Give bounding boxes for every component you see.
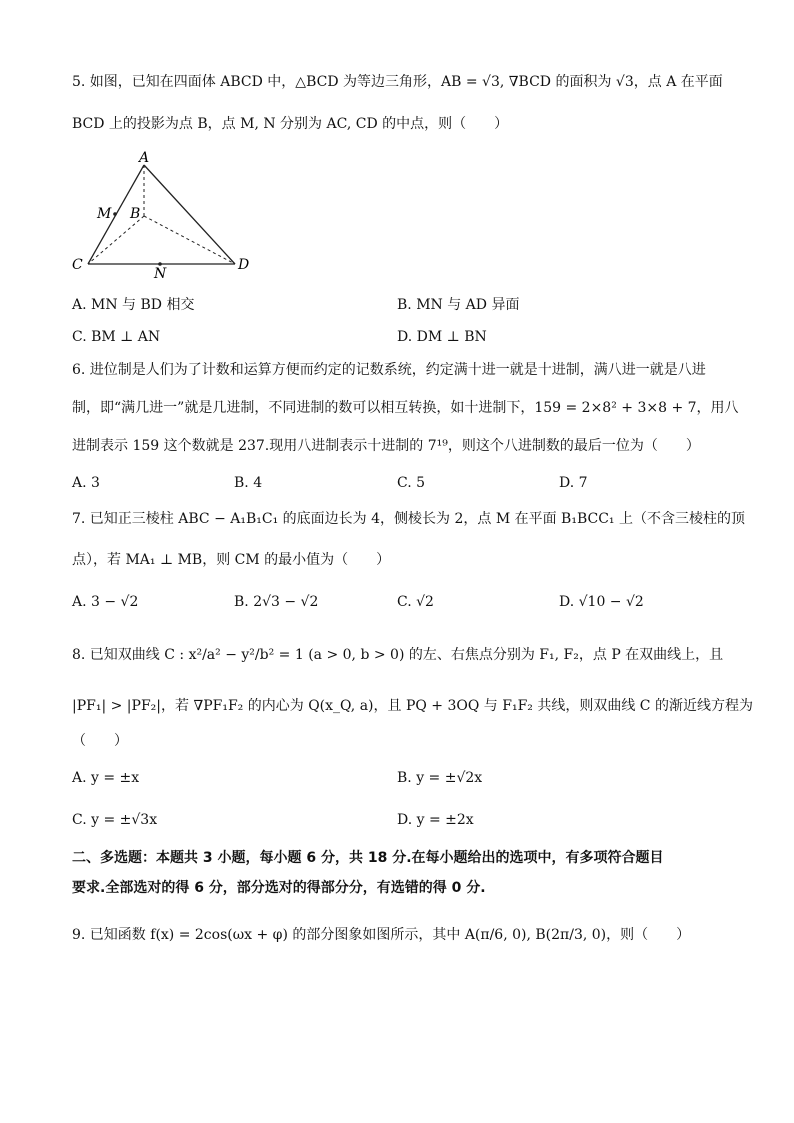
q7-option-c: C. √2 (397, 594, 434, 610)
q6-stem-line1: 6. 进位制是人们为了计数和运算方便而约定的记数系统，约定满十进一就是十进制，满八进一就是八进 (72, 362, 706, 378)
q8-option-b: B. y = ±√2x (397, 770, 483, 786)
q7-option-d: D. √10 − √2 (559, 594, 644, 610)
q8-option-a: A. y = ±x (72, 770, 140, 786)
q7-option-a: A. 3 − √2 (72, 594, 139, 610)
q8-stem-line3: （ ） (72, 733, 128, 749)
q5-option-b: B. MN 与 AD 异面 (397, 297, 520, 313)
q6-stem-line3: 进制表示 159 这个数就是 237.现用八进制表示十进制的 7¹⁹，则这个八进制数的最后一位为（ ） (72, 438, 700, 454)
section2-heading-line2: 要求.全部选对的得 6 分，部分选对的得部分分，有选错的得 0 分. (72, 880, 486, 896)
q5-option-a: A. MN 与 BD 相交 (72, 297, 195, 313)
q6-option-d: D. 7 (559, 475, 588, 491)
label-D: D (238, 257, 250, 273)
q6-option-c: C. 5 (397, 475, 426, 491)
q9-stem-line1: 9. 已知函数 f(x) = 2cos(ωx + φ) 的部分图象如图所示，其中 A(π/6, 0), B(2π/3, 0)，则（ ） (72, 927, 691, 943)
q5-option-c: C. BM ⊥ AN (72, 329, 161, 345)
label-M: M (97, 206, 112, 222)
q8-stem-line1: 8. 已知双曲线 C : x²/a² − y²/b² = 1 (a > 0, b > 0) 的左、右焦点分别为 F₁, F₂，点 P 在双曲线上，且 (72, 647, 724, 663)
label-C: C (72, 257, 83, 273)
q7-option-b: B. 2√3 − √2 (234, 594, 319, 610)
q6-option-b: B. 4 (234, 475, 263, 491)
q5-stem-line1: 5. 如图，已知在四面体 ABCD 中，△BCD 为等边三角形，AB = √3, ∇BCD 的面积为 √3，点 A 在平面 (72, 74, 723, 90)
label-N: N (154, 266, 167, 278)
section2-heading-line1: 二、多选题：本题共 3 小题，每小题 6 分，共 18 分.在每小题给出的选项中，有多项符合题目 (72, 850, 664, 866)
q6-option-a: A. 3 (72, 475, 100, 491)
label-A: A (139, 150, 150, 166)
tetrahedron-figure (64, 148, 264, 278)
q8-stem-line2: |PF₁| > |PF₂|，若 ∇PF₁F₂ 的内心为 Q(x_Q, a)，且 PQ + 3OQ 与 F₁F₂ 共线，则双曲线 C 的渐近线方程为 (72, 698, 753, 714)
q5-stem-line2: BCD 上的投影为点 B，点 M, N 分别为 AC, CD 的中点，则（ ） (72, 116, 509, 132)
q7-stem-line1: 7. 已知正三棱柱 ABC − A₁B₁C₁ 的底面边长为 4，侧棱长为 2，点 M 在平面 B₁BCC₁ 上（不含三棱柱的顶 (72, 511, 745, 527)
q8-option-d: D. y = ±2x (397, 812, 474, 828)
q5-option-d: D. DM ⊥ BN (397, 329, 487, 345)
q6-stem-line2: 制，即“满几进一”就是几进制，不同进制的数可以相互转换，如十进制下，159 = 2×8² + 3×8 + 7，用八 (72, 400, 739, 416)
label-B: B (130, 206, 141, 222)
q7-stem-line2: 点），若 MA₁ ⊥ MB，则 CM 的最小值为（ ） (72, 552, 391, 568)
q8-option-c: C. y = ±√3x (72, 812, 158, 828)
